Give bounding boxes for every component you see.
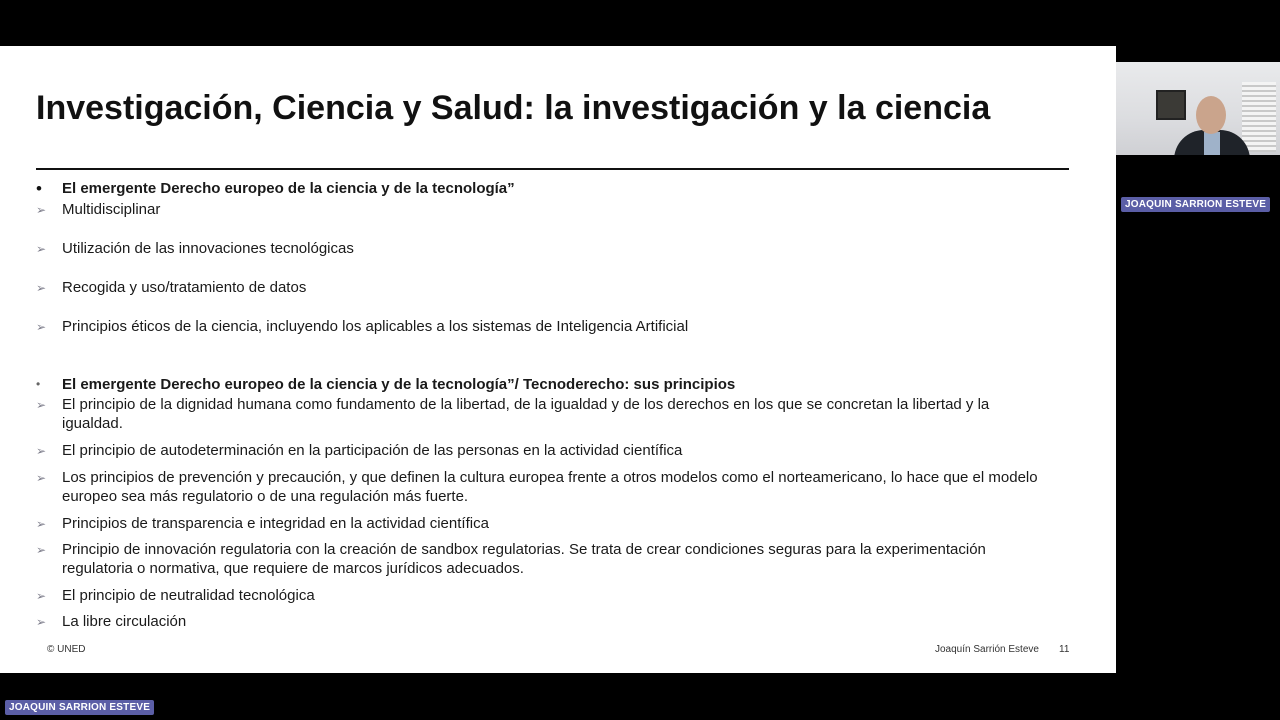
bullet-text: El principio de neutralidad tecnológica	[62, 587, 315, 604]
slide-title: Investigación, Ciencia y Salud: la investigación y la ciencia	[36, 89, 991, 127]
bullet-text: Principios éticos de la ciencia, incluyendo los aplicables a los sistemas de Inteligencia Artificial	[62, 318, 689, 335]
bullet-text: Utilización de las innovaciones tecnológicas	[62, 240, 354, 257]
arrow-bullet-icon: ➢	[36, 242, 47, 256]
slide-page-number: 11	[1059, 644, 1070, 655]
bullet-text: Multidisciplinar	[62, 201, 161, 218]
bullet-text: El principio de autodeterminación en la participación de las personas en la actividad científica	[62, 442, 683, 459]
bullet-text: Principio de innovación regulatoria con la creación de sandbox regulatorias. Se trata de crear condiciones seguras para la experimentación regulatoria o normativa, que requiere de marcos jurídicos adecuados.	[62, 541, 986, 577]
bullet-text: La libre circulación	[62, 613, 187, 630]
title-divider	[36, 168, 1069, 170]
participant-video-tile[interactable]	[1116, 62, 1280, 155]
bullet-text: Los principios de prevención y precaución, y que definen la cultura europea frente a otros modelos como el norteamericano, lo hace que el modelo europeo sea más regulatorio o de una regulación más fuerte.	[62, 469, 1038, 505]
bullet-text: El emergente Derecho europeo de la ciencia y de la tecnología”/ Tecnoderecho: sus principios	[62, 376, 736, 393]
speaker-name-tag: JOAQUIN SARRION ESTEVE	[5, 700, 154, 715]
participant-shirt	[1204, 132, 1220, 155]
wall-picture	[1156, 90, 1186, 120]
participant-head	[1196, 96, 1226, 134]
bullet-dot-icon: •	[36, 377, 41, 391]
arrow-bullet-icon: ➢	[36, 543, 47, 557]
arrow-bullet-icon: ➢	[36, 281, 47, 295]
arrow-bullet-icon: ➢	[36, 615, 47, 629]
arrow-bullet-icon: ➢	[36, 398, 47, 412]
presentation-slide	[0, 46, 1116, 673]
bullet-text: Principios de transparencia e integridad en la actividad científica	[62, 515, 489, 532]
bullet-text: El emergente Derecho europeo de la ciencia y de la tecnología”	[62, 180, 515, 197]
bullet-text: El principio de la dignidad humana como fundamento de la libertad, de la igualdad y de los derechos en los que se concretan la libertad y la igualdad.	[62, 396, 990, 432]
footer-copyright: © UNED	[47, 644, 86, 655]
arrow-bullet-icon: ➢	[36, 203, 47, 217]
arrow-bullet-icon: ➢	[36, 471, 47, 485]
window-shutter	[1242, 82, 1276, 152]
arrow-bullet-icon: ➢	[36, 517, 47, 531]
arrow-bullet-icon: ➢	[36, 444, 47, 458]
bullet-dot-icon: •	[36, 179, 42, 198]
bullet-text: Recogida y uso/tratamiento de datos	[62, 279, 307, 296]
arrow-bullet-icon: ➢	[36, 589, 47, 603]
participant-name-tag: JOAQUIN SARRION ESTEVE	[1121, 197, 1270, 212]
arrow-bullet-icon: ➢	[36, 320, 47, 334]
footer-author: Joaquín Sarrión Esteve	[935, 644, 1039, 655]
